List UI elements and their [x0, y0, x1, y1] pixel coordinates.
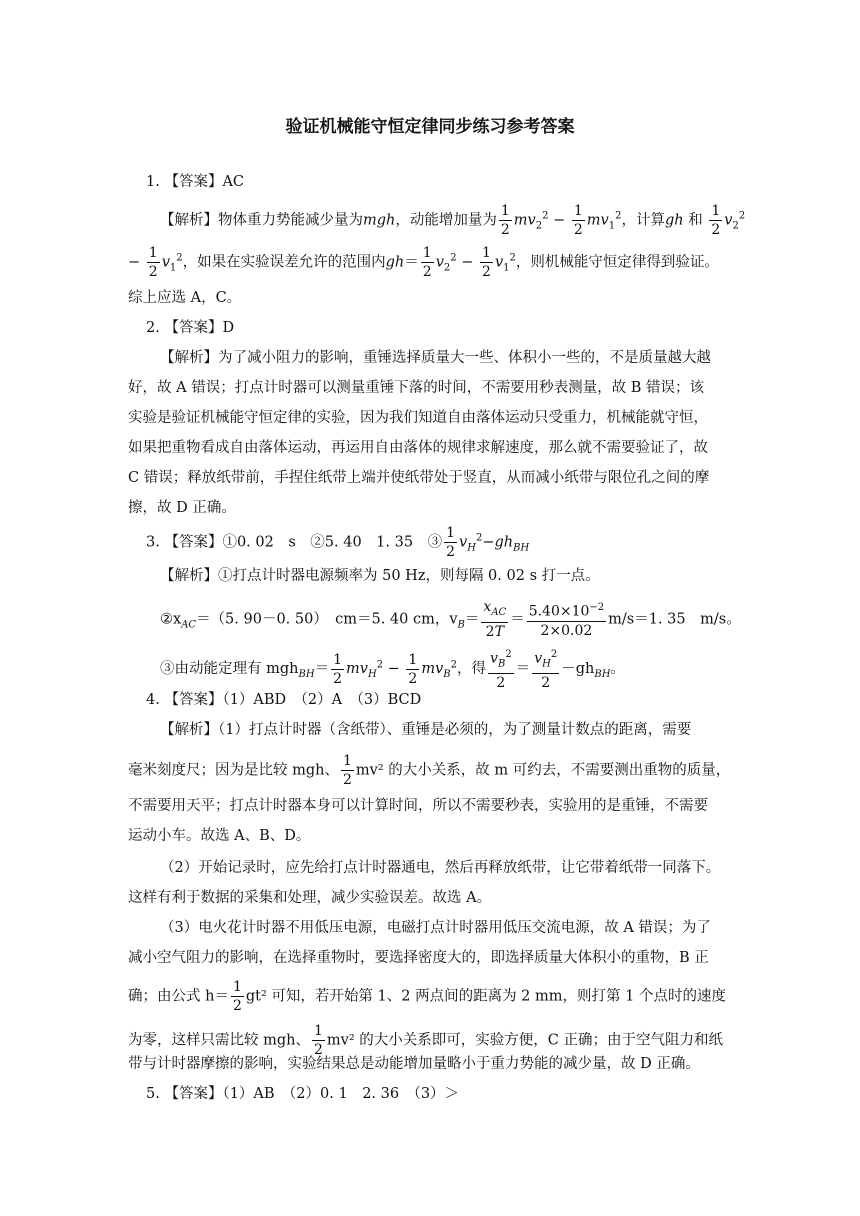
q4-explanation-line: 【解析】（1）打点计时器（含纸带）、重锤是必须的，为了测量计数点的距离，需要: [160, 722, 692, 738]
q4-explanation-line: 不需要用天平；打点计时器本身可以计算时间，所以不需要秒表，实验用的是重锤，不需要: [128, 798, 708, 814]
q4-explanation-line: 为零，这样只需比较 mgh、 $\frac{1}{2}$ mv² 的大小关系即可，实验方便，C 正确；由于空气阻力和纸: [128, 1023, 723, 1058]
q1-answer: 1. 【答案】AC: [146, 174, 245, 190]
q1-explanation-line3: 综上应选 A，C。: [128, 290, 242, 306]
q4-explanation-line: 带与计时器摩擦的影响，实验结果总是动能增加量略小于重力势能的减少量，故 D 正确。: [128, 1056, 700, 1072]
q4-explanation-line: 这样有利于数据的采集和处理，减少实验误差。故选 A。: [128, 890, 492, 906]
q2-explanation-line: 如果把重物看成自由落体运动，再运用自由落体的规律求解速度，那么就不需要验证了，故: [128, 440, 708, 456]
q4-explanation-line: （3）电火花计时器不用低压电源，电磁打点计时器用低压交流电源，故 A 错误；为了: [160, 920, 711, 936]
q2-explanation-line: 【解析】为了减小阻力的影响，重锤选择质量大一些、体积小一些的，不是质量越大越: [160, 350, 711, 366]
q3-explanation-line2: $②x_{AC}=(5$. 90－0. 50） cm＝5. 40 cm，$v_B=$ $\frac{x_{AC}}{2T}$ ＝ $\frac{5.40\times 10^{-2}}{2\times 0.02}$ m/s＝1. 35 m/s。: [160, 599, 741, 640]
q1-explanation-line1: 【解析】物体重力势能减少量为mgh，动能增加量为 $\frac{1}{2}$ $mv_2^2$ − $\frac{1}{2}$ $mv_1^2$，计算gh 和 $\frac{1}{2}$ $v_2^2$: [160, 203, 746, 238]
q2-explanation-line: 擦，故 D 正确。: [128, 500, 236, 516]
q4-explanation-line: 确；由公式 h＝ $\frac{1}{2}$ gt² 可知，若开始第 1、2 两点间的距离为 2 mm，则打第 1 个点时的速度: [128, 979, 726, 1014]
q4-explanation-line: 运动小车。故选 A、B、D。: [128, 828, 311, 844]
page-title: 验证机械能守恒定律同步练习参考答案: [285, 117, 575, 137]
q5-answer: 5. 【答案】（1）AB （2）0. 1 2. 36 （3）＞: [146, 1086, 460, 1102]
q2-answer: 2. 【答案】D: [146, 320, 235, 336]
q3-explanation-line1: 【解析】①打点计时器电源频率为 50 Hz，则每隔 0. 02 s 打一点。: [160, 568, 600, 584]
q1-explanation-line2: − $\frac{1}{2}$ $v_1^2$，如果在实验误差允许的范围内gh＝ $\frac{1}{2}$ $v_2^2$ − $\frac{1}{2}$ $v_1^2$，则机械能守恒定律得到验证。: [128, 245, 719, 280]
q2-explanation-line: 好，故 A 错误；打点计时器可以测量重锤下落的时间，不需要用秒表测量，故 B 错误；该: [128, 380, 705, 396]
q3-explanation-line3: ③由动能定理有 mgh$_{BH}$＝ $\frac{1}{2}$ $mv_H^2$ − $\frac{1}{2}$ $mv_B^2$，得 $\frac{v_B^2}{2}$ ＝ $\frac{v_H^2}{2}$ $-gh_{BH}$。: [0, 646, 860, 692]
q2-explanation-line: C 错误；释放纸带前，手捏住纸带上端并使纸带处于竖直，从而减小纸带与限位孔之间的摩: [128, 470, 710, 486]
q3-answer: 3. 【答案】①0. 02 s ②5. 40 1. 35 ③ $\frac{1}{2}$ $v_H^2-gh_{BH}$: [146, 525, 530, 560]
q4-explanation-line: 毫米刻度尺；因为是比较 mgh、 $\frac{1}{2}$ mv² 的大小关系，故 m 可约去，不需要测出重物的质量，: [128, 753, 731, 788]
q4-explanation-line: 减小空气阻力的影响，在选择重物时，要选择密度大的，即选择质量大体积小的重物，B 正: [128, 950, 709, 966]
q2-explanation-line: 实验是验证机械能守恒定律的实验，因为我们知道自由落体运动只受重力，机械能就守恒，: [128, 410, 708, 426]
q4-explanation-line: （2）开始记录时，应先给打点计时器通电，然后再释放纸带，让它带着纸带一同落下。: [160, 860, 721, 876]
q4-answer: 4. 【答案】（1）ABD （2）A （3）BCD: [146, 692, 422, 708]
